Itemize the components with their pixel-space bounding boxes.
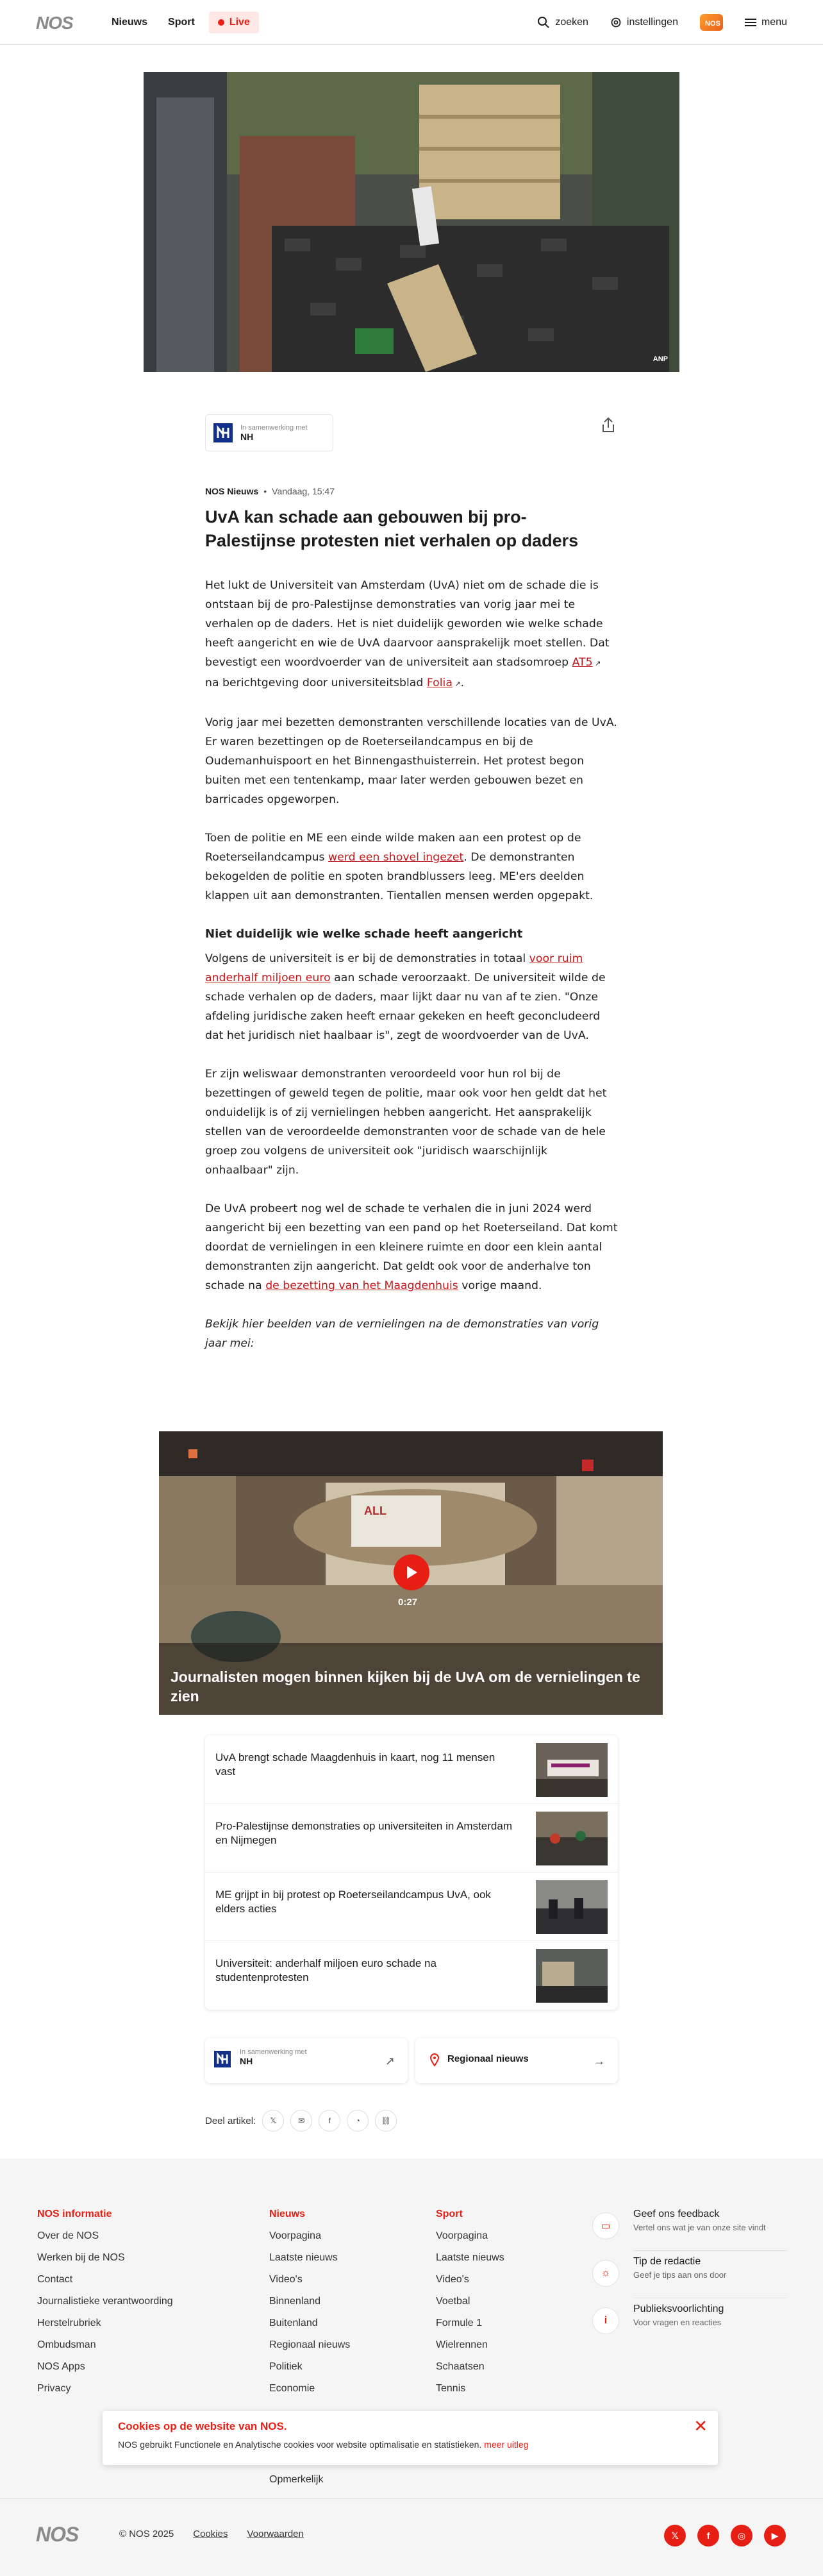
p1-text-b: na berichtgeving door universiteitsblad <box>205 677 427 689</box>
p1-text-a: Het lukt de Universiteit van Amsterdam (UvA) niet om de schade die is ontstaan bij de pro-Palestijnse demonstraties van vorig jaar mei te verhalen op de daders. Het is niet duidelijk geworden wie welke schade heeft aangericht en wie de UvA daarvoor aansprakelijk moet stellen. Dat bevestigt een woordvoerder van de universiteit aan stadsomroep <box>205 579 610 669</box>
related-item[interactable] <box>205 1735 618 1804</box>
link-at5[interactable]: AT5 <box>572 656 593 669</box>
instagram-icon[interactable]: ◎ <box>731 2525 752 2547</box>
bottom-bar <box>0 2498 823 2576</box>
nav-sport[interactable]: Sport <box>168 17 195 28</box>
external-link-icon: ↗ <box>592 659 601 668</box>
gear-icon <box>610 17 622 28</box>
divider <box>633 2250 787 2251</box>
info-link[interactable] <box>592 2303 787 2342</box>
facebook-icon[interactable]: f <box>697 2525 719 2547</box>
paragraph-6 <box>205 1199 618 1295</box>
link-icon[interactable]: ⛓ <box>375 2110 397 2132</box>
partner-name: NH <box>240 432 254 442</box>
arrow-right-icon: → <box>594 2055 605 2067</box>
hamburger-icon <box>745 18 756 27</box>
footer-link[interactable]: Video's <box>269 2274 303 2285</box>
svg-text:NOS: NOS <box>36 2523 79 2546</box>
arrow-up-right-icon: ↗ <box>385 2055 395 2067</box>
paragraph-2: Vorig jaar mei bezetten demonstranten verschillende locaties van de UvA. Er waren bezettingen op de Roeterseilandcampus en bij de Oudemanhuispoort en het Binnengasthuisterrein. Het protest begon buiten met een tentenkamp, maar later werden gebouwen bezet en barricades opgeworpen. <box>205 716 617 806</box>
footer-col-title: Nieuws <box>269 2209 306 2219</box>
external-link-icon: ↗ <box>452 680 461 688</box>
nos-logo[interactable] <box>36 2525 87 2544</box>
footer-col-info <box>37 2209 173 2403</box>
related-title: Pro-Palestijnse demonstraties op universiteiten in Amsterdam en Nijmegen <box>215 1820 512 1846</box>
legal-links <box>119 2529 304 2539</box>
paragraph-5: Er zijn weliswaar demonstranten veroordeeld voor hun rol bij de bezettingen of geweld tegen de politie, maar ook voor hen geldt dat het onduidelijk is of zij vernielingen hebben aangericht. Het aansprakelijk stellen van de veroordeelde demonstranten voor de schade van de hele groep zou volgens de universiteit ook "juridisch waarschijnlijk onhaalbaar" zijn. <box>205 1068 607 1177</box>
main-nav <box>105 0 259 45</box>
feedback-sub: Vertel ons wat je van onze site vindt <box>633 2223 766 2232</box>
settings-label: instellingen <box>626 17 678 28</box>
x-icon[interactable]: 𝕏 <box>664 2525 686 2547</box>
footer-link[interactable]: Tennis <box>436 2383 466 2394</box>
hero-photo <box>144 72 679 372</box>
partner-link-card[interactable] <box>205 2038 408 2083</box>
close-icon[interactable]: ✕ <box>694 2416 708 2436</box>
footer-link[interactable]: Formule 1 <box>436 2318 483 2328</box>
photo-credit: ANP <box>653 355 668 363</box>
svg-text:NOS: NOS <box>36 13 73 33</box>
cookie-title: Cookies op de website van NOS. <box>118 2420 287 2432</box>
hero-image <box>144 72 679 372</box>
related-title: UvA brengt schade Maagdenhuis in kaart, nog 11 mensen vast <box>215 1751 495 1778</box>
p1-text-c: . <box>460 677 465 689</box>
settings-button[interactable] <box>610 17 678 28</box>
related-thumbnail <box>536 1812 608 1865</box>
live-dot-icon <box>218 19 224 26</box>
lightbulb-icon: ☼ <box>592 2260 619 2287</box>
footer-col-title: Sport <box>436 2209 463 2219</box>
regional-news-label: Regionaal nieuws <box>447 2053 529 2064</box>
feedback-link[interactable] <box>592 2209 787 2247</box>
related-title: ME grijpt in bij protest op Roeterseilandcampus UvA, ook elders acties <box>215 1889 491 1915</box>
related-thumbnail <box>536 1880 608 1934</box>
footer-link[interactable]: Video's <box>436 2274 469 2285</box>
related-item[interactable] <box>205 1804 618 1873</box>
footer-link[interactable]: Laatste nieuws <box>436 2252 504 2263</box>
nh-logo <box>214 2051 231 2067</box>
related-item[interactable] <box>205 1941 618 2010</box>
nh-logo <box>213 423 233 442</box>
youtube-icon[interactable]: ▶ <box>764 2525 786 2547</box>
search-label: zoeken <box>555 17 588 28</box>
menu-button[interactable] <box>745 17 787 28</box>
cookie-banner <box>103 2411 718 2465</box>
p6-text-b: vorige maand. <box>458 1279 542 1292</box>
byline-separator: • <box>263 486 267 496</box>
paragraph-3 <box>205 829 618 905</box>
tip-link[interactable] <box>592 2256 787 2294</box>
footer-col-title: NOS informatie <box>37 2209 112 2219</box>
article-time: Vandaag, 15:47 <box>272 486 335 496</box>
share-label: Deel artikel: <box>205 2115 256 2126</box>
cookie-more-link[interactable]: meer uitleg <box>484 2439 529 2450</box>
link-schade[interactable]: voor ruim anderhalf miljoen euro <box>205 952 583 984</box>
p4-text-b: aan schade veroorzaakt. De universiteit wilde de schade verhalen op de daders, maar lijkt daar nu van af te zien. "Onze afdeling juridische zaken heeft ernaar gekeken en heeft geconcludeerd dat het juridisch niet haalbaar is", zegt de woordvoerder van de UvA. <box>205 972 606 1042</box>
play-button[interactable] <box>394 1554 429 1590</box>
footer-link[interactable]: Binnenland <box>269 2296 321 2307</box>
p3-text-a: Toen de politie en ME een einde wilde maken aan een protest op de Roeterseilandcampus <box>205 832 581 864</box>
nos-logo[interactable] <box>36 14 82 31</box>
whatsapp-icon[interactable]: ◔ <box>347 2110 369 2132</box>
paragraph-7: Bekijk hier beelden van de vernielingen na de demonstraties van vorig jaar mei: <box>205 1318 599 1350</box>
site-header <box>0 0 823 45</box>
tip-title: Tip de redactie <box>633 2256 701 2267</box>
email-icon[interactable]: ✉ <box>290 2110 312 2132</box>
paragraph-1 <box>205 576 618 694</box>
footer-link[interactable]: Wielrennen <box>436 2339 488 2350</box>
nav-nieuws[interactable]: Nieuws <box>112 17 148 28</box>
menu-label: menu <box>761 17 787 28</box>
search-button[interactable] <box>537 16 588 29</box>
footer-link[interactable]: Voorpagina <box>436 2230 488 2241</box>
info-title: Publieksvoorlichting <box>633 2303 724 2314</box>
cookie-body: NOS gebruikt Functionele en Analytische cookies voor website optimalisatie en statistieken. <box>118 2439 485 2450</box>
footer-link[interactable]: Contact <box>37 2274 73 2285</box>
p3-text-b: . De demonstranten bekogelden de politie en spoten brandblussers leeg. ME'ers deelden klappen uit aan demonstranten. Tientallen mensen werden opgepakt. <box>205 851 594 902</box>
footer-link[interactable]: Journalistieke verantwoording <box>37 2296 173 2307</box>
footer-link[interactable]: Voorpagina <box>269 2230 321 2241</box>
partner-name: NH <box>240 2056 253 2066</box>
footer-link[interactable]: Over de NOS <box>37 2230 99 2241</box>
nav-live[interactable] <box>209 12 259 33</box>
link-shovel[interactable]: werd een shovel ingezet <box>328 851 464 864</box>
cookie-text <box>118 2439 528 2450</box>
p4-text-a: Volgens de universiteit is er bij de demonstraties in totaal <box>205 952 529 965</box>
search-icon <box>537 16 550 29</box>
footer-col-sport <box>436 2209 504 2403</box>
partner-card[interactable] <box>205 414 333 451</box>
svg-text:NOS: NOS <box>704 20 720 28</box>
info-icon: i <box>592 2307 619 2334</box>
share-row <box>205 2110 397 2132</box>
share-icon[interactable] <box>599 416 618 435</box>
article-body <box>205 576 618 1372</box>
footer-link[interactable]: Herstelrubriek <box>37 2318 101 2328</box>
related-thumbnail <box>536 1949 608 2003</box>
header-actions <box>537 0 787 45</box>
feedback-title: Geef ons feedback <box>633 2209 720 2219</box>
social-links <box>664 2525 786 2547</box>
footer-col-nieuws <box>269 2209 350 2403</box>
copyright: © NOS 2025 <box>119 2529 174 2539</box>
footer-link[interactable]: Schaatsen <box>436 2361 485 2372</box>
terms-link[interactable]: Voorwaarden <box>247 2529 304 2539</box>
p6-text-a: De UvA probeert nog wel de schade te verhalen die in juni 2024 werd aangericht bij een bezetting van een pand op het Roeterseiland. Dat komt doordat de vernielingen in een kleinere ruimte en door een klein aantal demonstranten zijn aangericht. Dat geldt ook voor de anderhalve ton schade na <box>205 1202 618 1292</box>
footer-link[interactable]: Buitenland <box>269 2318 318 2328</box>
tip-sub: Geef je tips aan ons door <box>633 2270 727 2280</box>
footer-link[interactable]: Politiek <box>269 2361 303 2372</box>
info-sub: Voor vragen en reacties <box>633 2318 722 2327</box>
paragraph-4 <box>205 949 618 1045</box>
related-articles <box>205 1735 618 2010</box>
footer-link[interactable]: Voetbal <box>436 2296 470 2307</box>
footer-link[interactable]: Opmerkelijk <box>269 2474 324 2485</box>
footer-link[interactable]: Regionaal nieuws <box>269 2339 351 2350</box>
link-maagdenhuis[interactable]: de bezetting van het Maagdenhuis <box>265 1279 458 1292</box>
byline <box>205 486 335 496</box>
footer-link[interactable]: Werken bij de NOS <box>37 2252 125 2263</box>
video-duration: 0:27 <box>398 1597 418 1608</box>
article-subheading: Niet duidelijk wie welke schade heeft aangericht <box>205 927 523 941</box>
link-folia[interactable]: Folia <box>426 677 453 689</box>
footer-link[interactable]: Laatste nieuws <box>269 2252 338 2263</box>
facebook-icon[interactable]: f <box>319 2110 340 2132</box>
article-title: UvA kan schade aan gebouwen bij pro-Palestijnse protesten niet verhalen op daders <box>205 507 579 550</box>
svg-text:ALL: ALL <box>364 1504 387 1517</box>
play-icon <box>405 1565 418 1579</box>
x-icon[interactable]: 𝕏 <box>262 2110 284 2132</box>
cookies-link[interactable]: Cookies <box>193 2529 228 2539</box>
footer-link[interactable]: NOS Apps <box>37 2361 85 2372</box>
related-thumbnail <box>536 1743 608 1797</box>
feedback-icon: ▭ <box>592 2212 619 2239</box>
article-source: NOS Nieuws <box>205 486 259 496</box>
location-pin-icon <box>429 2053 440 2066</box>
regional-news-card[interactable] <box>415 2038 618 2083</box>
partner-intro: In samenwerking met <box>240 2048 307 2056</box>
nos-account-icon[interactable] <box>700 14 723 31</box>
related-title: Universiteit: anderhalf miljoen euro schade na studentenprotesten <box>215 1957 436 1983</box>
footer-link[interactable]: Economie <box>269 2383 315 2394</box>
partner-intro: In samenwerking met <box>240 424 308 432</box>
footer-link[interactable]: Ombudsman <box>37 2339 96 2350</box>
nav-live-label: Live <box>229 17 250 28</box>
related-item[interactable] <box>205 1873 618 1941</box>
footer-link[interactable]: Privacy <box>37 2383 71 2394</box>
video-title: Journalisten mogen binnen kijken bij de UvA om de vernielingen te zien <box>170 1669 640 1705</box>
